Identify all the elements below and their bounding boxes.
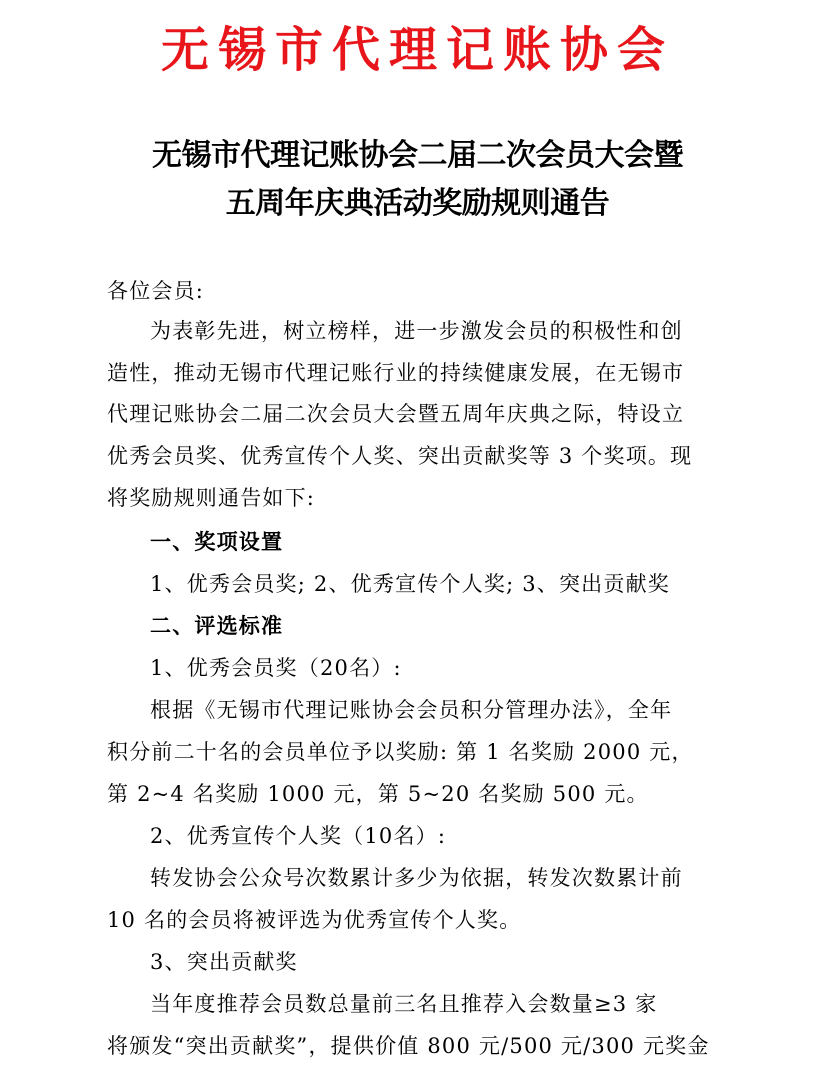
paragraph-line: 将颁发“突出贡献奖”，提供价值 800 元/500 元/300 元奖金: [107, 1034, 710, 1058]
paragraph-line: 第 2~4 名奖励 1000 元，第 5~20 名奖励 500 元。: [107, 782, 649, 806]
paragraph-line: 当年度推荐会员数总量前三名且推荐入会数量≥3 家: [150, 992, 658, 1016]
section-heading-criteria: 二、评选标准: [150, 614, 284, 638]
section-heading-awards: 一、奖项设置: [150, 530, 284, 554]
intro-line: 将奖励规则通告如下:: [107, 486, 316, 510]
item-heading-excellent-member: 1、优秀会员奖（20名）:: [150, 656, 402, 680]
intro-line: 代理记账协会二届二次会员大会暨五周年庆典之际，特设立: [107, 402, 685, 426]
notice-title-line-1: 无锡市代理记账协会二届二次会员大会暨: [152, 138, 683, 173]
paragraph-line: 根据《无锡市代理记账协会会员积分管理办法》，全年: [150, 698, 673, 722]
paragraph-line: 10 名的会员将被评选为优秀宣传个人奖。: [107, 908, 522, 932]
item-heading-publicity: 2、优秀宣传个人奖（10名）:: [150, 824, 447, 848]
intro-line: 造性，推动无锡市代理记账行业的持续健康发展，在无锡市: [107, 361, 685, 385]
notice-title-line-2: 五周年庆典活动奖励规则通告: [225, 186, 610, 221]
award-list: 1、优秀会员奖; 2、优秀宣传个人奖; 3、突出贡献奖: [150, 572, 670, 596]
paragraph-line: 转发协会公众号次数累计多少为依据，转发次数累计前: [150, 866, 683, 890]
salutation: 各位会员:: [107, 279, 205, 303]
intro-line: 优秀会员奖、优秀宣传个人奖、突出贡献奖等 3 个奖项。现: [107, 444, 693, 468]
paragraph-line: 积分前二十名的会员单位予以奖励: 第 1 名奖励 2000 元，: [107, 740, 694, 764]
intro-line: 为表彰先进，树立榜样，进一步激发会员的积极性和创: [150, 319, 683, 343]
organization-header: 无锡市代理记账协会: [160, 22, 674, 78]
item-heading-contribution: 3、突出贡献奖: [150, 950, 298, 974]
